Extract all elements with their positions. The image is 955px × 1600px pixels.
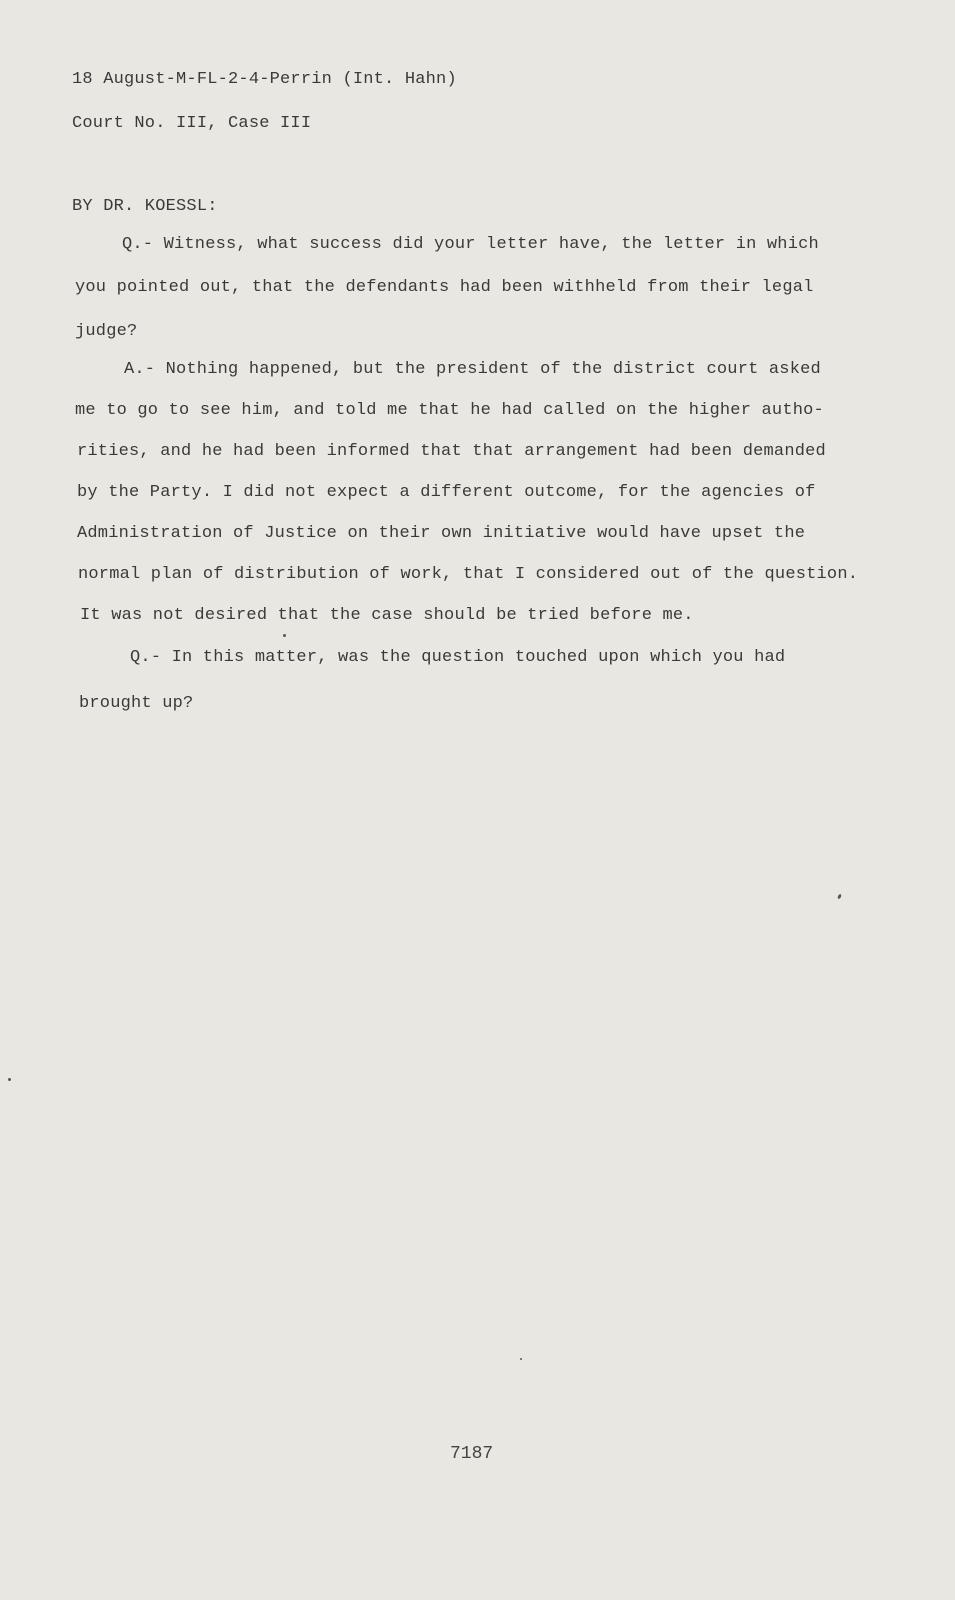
header-case-reference: 18 August-M-FL-2-4-Perrin (Int. Hahn): [72, 70, 457, 89]
paper-speck: [283, 634, 286, 637]
paper-speck: [8, 1078, 11, 1081]
answer-1-line-7: It was not desired that the case should be tried before me.: [80, 606, 694, 625]
paper-speck: [837, 894, 842, 900]
answer-1-line-6: normal plan of distribution of work, that I considered out of the question.: [78, 565, 859, 584]
question-1-line-2: you pointed out, that the defendants had been withheld from their legal: [75, 278, 814, 297]
question-2-line-1: Q.- In this matter, was the question touched upon which you had: [130, 648, 786, 667]
question-1-line-1: Q.- Witness, what success did your letter have, the letter in which: [122, 235, 819, 254]
page-number: 7187: [450, 1444, 494, 1464]
question-1-line-3: judge?: [75, 322, 138, 341]
examiner-heading: BY DR. KOESSL:: [72, 197, 218, 216]
answer-1-line-2: me to go to see him, and told me that he had called on the higher autho-: [75, 401, 824, 420]
answer-1-line-4: by the Party. I did not expect a different outcome, for the agencies of: [77, 483, 816, 502]
answer-1-line-5: Administration of Justice on their own initiative would have upset the: [77, 524, 806, 543]
answer-1-line-1: A.- Nothing happened, but the president of the district court asked: [124, 360, 821, 379]
question-2-line-2: brought up?: [79, 694, 194, 713]
header-court-number: Court No. III, Case III: [72, 114, 312, 133]
paper-speck: [520, 1358, 522, 1360]
answer-1-line-3: rities, and he had been informed that that arrangement had been demanded: [77, 442, 826, 461]
